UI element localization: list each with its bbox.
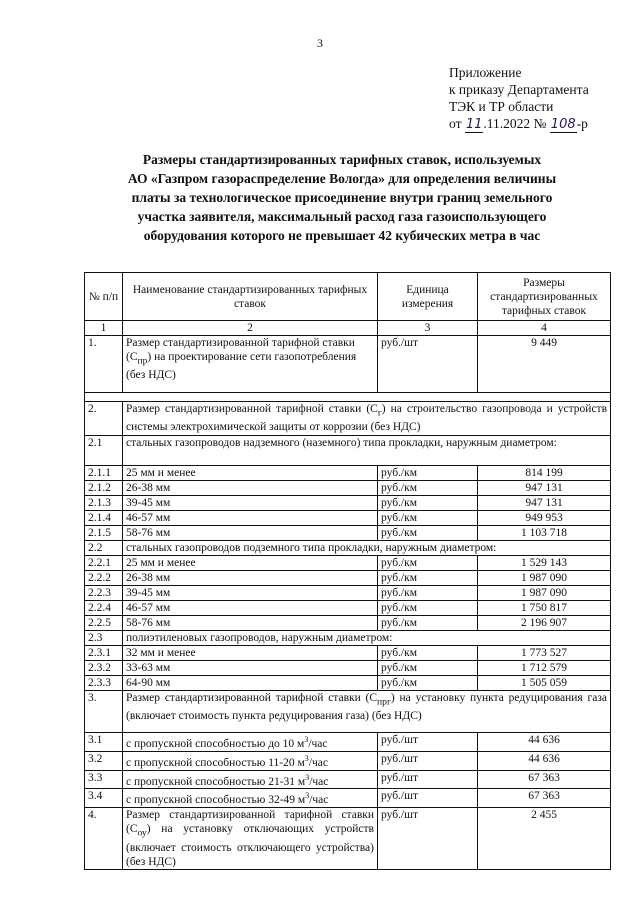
row-name: [123, 402, 611, 436]
row-unit: руб./км: [378, 571, 478, 586]
row-value: 44 636: [478, 751, 611, 770]
row-value: 1 505 059: [478, 676, 611, 691]
table-row: [85, 601, 611, 616]
col-number: 4: [478, 321, 611, 336]
table-row: [85, 751, 611, 770]
row-num: 4.: [85, 808, 123, 869]
title-line-5: оборудования которого не превышает 42 кубических метра в час: [143, 228, 541, 243]
title-line-1: Размеры стандартизированных тарифных ставок, используемых: [142, 152, 542, 167]
row-unit: руб./км: [378, 526, 478, 541]
table-row: [85, 616, 611, 631]
row-unit: руб./шт: [378, 808, 478, 869]
row-name-part: /час: [309, 794, 329, 807]
row-value: 67 363: [478, 789, 611, 808]
table-row: [85, 586, 611, 601]
table-row: [85, 571, 611, 586]
row-name-part: с пропускной способностью 11-20 м: [126, 756, 305, 769]
row-num: 2.3.1: [85, 646, 123, 661]
row-num: 3.2: [85, 751, 123, 770]
row-name: стальных газопроводов надземного (наземного) типа прокладки, наружным диаметром:: [123, 436, 611, 466]
row-name: [123, 789, 378, 808]
table-row: [85, 646, 611, 661]
row-name-part: с пропускной способностью 32-49 м: [126, 794, 306, 807]
title-line-4: участка заявителя, максимальный расход газа газоиспользующего: [137, 209, 547, 224]
row-name: 46-57 мм: [123, 511, 378, 526]
row-num: 2.3.3: [85, 676, 123, 691]
row-num: 2.2.2: [85, 571, 123, 586]
row-value: 1 529 143: [478, 556, 611, 571]
table-row: [85, 556, 611, 571]
row-num: 2.1.1: [85, 466, 123, 481]
row-name: 39-45 мм: [123, 496, 378, 511]
row-name: [123, 733, 378, 752]
row-name: 26-38 мм: [123, 571, 378, 586]
spacer-row: [85, 393, 611, 402]
row-num: 3.: [85, 691, 123, 733]
row-name: 58-76 мм: [123, 526, 378, 541]
row-num: 2.: [85, 402, 123, 436]
table-row: [85, 481, 611, 496]
row-name-part: Размер стандартизированной тарифной ставки (С: [126, 337, 355, 363]
row-value: 1 773 527: [478, 646, 611, 661]
appendix-day-handwritten: 11: [465, 117, 483, 132]
row-num: 3.1: [85, 733, 123, 752]
appendix-block: [449, 64, 589, 133]
row-name-part: /час: [308, 737, 328, 750]
row-name: полиэтиленовых газопроводов, наружным диаметром:: [123, 631, 611, 646]
row-name: [123, 808, 378, 869]
appendix-line-4: [449, 115, 589, 133]
row-num: 2.1.2: [85, 481, 123, 496]
appendix-number-handwritten: 108: [550, 117, 576, 132]
row-name-part: Размер стандартизированной тарифной ставки (С: [126, 403, 378, 415]
row-name-part: Размер стандартизированной тарифной ставки (С: [126, 692, 378, 704]
col-number: 3: [378, 321, 478, 336]
row-name: 46-57 мм: [123, 601, 378, 616]
row-name-sub: оу: [137, 827, 147, 839]
row-unit: руб./шт: [378, 751, 478, 770]
title-line-2: АО «Газпром газораспределение Вологда» для определения величины: [127, 171, 557, 186]
row-name: 58-76 мм: [123, 616, 378, 631]
header-value: Размеры стандартизированных тарифных ставок: [478, 273, 611, 321]
row-num: 2.1.4: [85, 511, 123, 526]
row-unit: руб./шт: [378, 336, 478, 393]
appendix-date-suffix: -р: [576, 116, 588, 131]
row-name: стальных газопроводов подземного типа прокладки, наружным диаметром:: [123, 541, 611, 556]
row-name: 25 мм и менее: [123, 556, 378, 571]
table-row: [85, 496, 611, 511]
row-unit: руб./км: [378, 616, 478, 631]
row-value: 9 449: [478, 336, 611, 393]
header-name: Наименование стандартизированных тарифных ставок: [123, 273, 378, 321]
row-value: 1 987 090: [478, 586, 611, 601]
title-line-3: платы за технологическое присоединение внутри границ земельного: [131, 190, 553, 205]
row-num: 2.2.4: [85, 601, 123, 616]
row-name: [123, 336, 378, 393]
row-name-sup: 3: [305, 772, 310, 782]
col-number: 2: [123, 321, 378, 336]
table-row: [85, 676, 611, 691]
document-title: [92, 150, 592, 245]
row-name: 64-90 мм: [123, 676, 378, 691]
row-value: 947 131: [478, 496, 611, 511]
row-name-sub: г: [377, 407, 382, 419]
row-num: 2.3.2: [85, 661, 123, 676]
row-name: [123, 770, 378, 789]
row-name-sup: 3: [304, 735, 309, 744]
row-name-part: ) на установку отключающих устройств (включает стоимость отключающего устройства) (без НДС): [126, 823, 374, 868]
table-header-row: [85, 273, 611, 321]
row-name-part: ) на строительство газопровода и устройств системы электрохимической защиты от коррозии (без НДС): [126, 403, 608, 434]
table-row: [85, 511, 611, 526]
table-row: [85, 789, 611, 808]
row-name-part: Размер стандартизированной тарифной ставки (С: [126, 809, 374, 836]
row-num: 2.3: [85, 631, 123, 646]
row-num: 2.2.5: [85, 616, 123, 631]
row-num: 2.1.5: [85, 526, 123, 541]
table-row: [85, 661, 611, 676]
row-unit: руб./шт: [378, 770, 478, 789]
row-name: [123, 691, 611, 733]
row-unit: руб./км: [378, 556, 478, 571]
row-name-part: /час: [309, 775, 329, 788]
row-name: 26-38 мм: [123, 481, 378, 496]
table-row: [85, 631, 611, 646]
row-name: 25 мм и менее: [123, 466, 378, 481]
appendix-line-2: к приказу Департамента: [449, 82, 589, 97]
row-num: 2.1.3: [85, 496, 123, 511]
tariff-table: [84, 272, 611, 870]
row-name-sub: пр: [137, 355, 148, 367]
table-row: [85, 691, 611, 733]
table-row: [85, 436, 611, 466]
row-name: 32 мм и менее: [123, 646, 378, 661]
col-number: 1: [85, 321, 123, 336]
row-value: 1 103 718: [478, 526, 611, 541]
row-value: 67 363: [478, 770, 611, 789]
row-name: 39-45 мм: [123, 586, 378, 601]
table-row: [85, 336, 611, 393]
table-row: [85, 733, 611, 752]
row-name-part: /час: [308, 756, 328, 769]
row-unit: руб./шт: [378, 733, 478, 752]
row-name: 33-63 мм: [123, 661, 378, 676]
table-row: [85, 402, 611, 436]
row-unit: руб./шт: [378, 789, 478, 808]
row-unit: руб./км: [378, 601, 478, 616]
row-value: 1 712 579: [478, 661, 611, 676]
row-value: 2 455: [478, 808, 611, 869]
row-unit: руб./км: [378, 586, 478, 601]
row-unit: руб./км: [378, 676, 478, 691]
header-num: № п/п: [85, 273, 123, 321]
row-name-part: ) на установку пункта редуцирования газа (включает стоимость пункта редуцирования газа) (без НДС): [126, 692, 607, 723]
appendix-date-prefix: от: [449, 116, 465, 131]
row-unit: руб./км: [378, 466, 478, 481]
table-row: [85, 541, 611, 556]
row-num: 3.3: [85, 770, 123, 789]
row-num: 2.2: [85, 541, 123, 556]
row-name-sub: прг: [377, 696, 391, 708]
table-row: [85, 770, 611, 789]
row-name-sup: 3: [304, 753, 309, 763]
row-unit: руб./км: [378, 646, 478, 661]
spacer-cell: [85, 393, 611, 402]
row-name: [123, 751, 378, 770]
row-name-part: с пропускной способностью до 10 м: [126, 737, 305, 750]
column-numbers-row: [85, 321, 611, 336]
row-num: 3.4: [85, 789, 123, 808]
row-unit: руб./км: [378, 511, 478, 526]
row-value: 947 131: [478, 481, 611, 496]
row-value: 1 750 817: [478, 601, 611, 616]
row-unit: руб./км: [378, 481, 478, 496]
table-row: [85, 526, 611, 541]
row-name-part: ) на проектирование сети газопотребления (без НДС): [126, 351, 357, 382]
row-num: 2.2.3: [85, 586, 123, 601]
row-value: 44 636: [478, 733, 611, 752]
appendix-line-3: ТЭК и ТР области: [449, 99, 554, 114]
row-num: 2.2.1: [85, 556, 123, 571]
page-number: 3: [317, 36, 323, 50]
row-num: 1.: [85, 336, 123, 393]
row-num: 2.1: [85, 436, 123, 466]
row-unit: руб./км: [378, 496, 478, 511]
row-value: 814 199: [478, 466, 611, 481]
row-name-sup: 3: [305, 791, 310, 801]
row-value: 1 987 090: [478, 571, 611, 586]
appendix-line-1: Приложение: [449, 65, 522, 80]
row-value: 949 953: [478, 511, 611, 526]
table-row: [85, 466, 611, 481]
table-row: [85, 808, 611, 869]
row-name-part: с пропускной способностью 21-31 м: [126, 775, 306, 788]
header-unit: Единица измерения: [378, 273, 478, 321]
row-value: 2 196 907: [478, 616, 611, 631]
row-unit: руб./км: [378, 661, 478, 676]
appendix-date-mid: .11.2022 №: [483, 116, 550, 131]
